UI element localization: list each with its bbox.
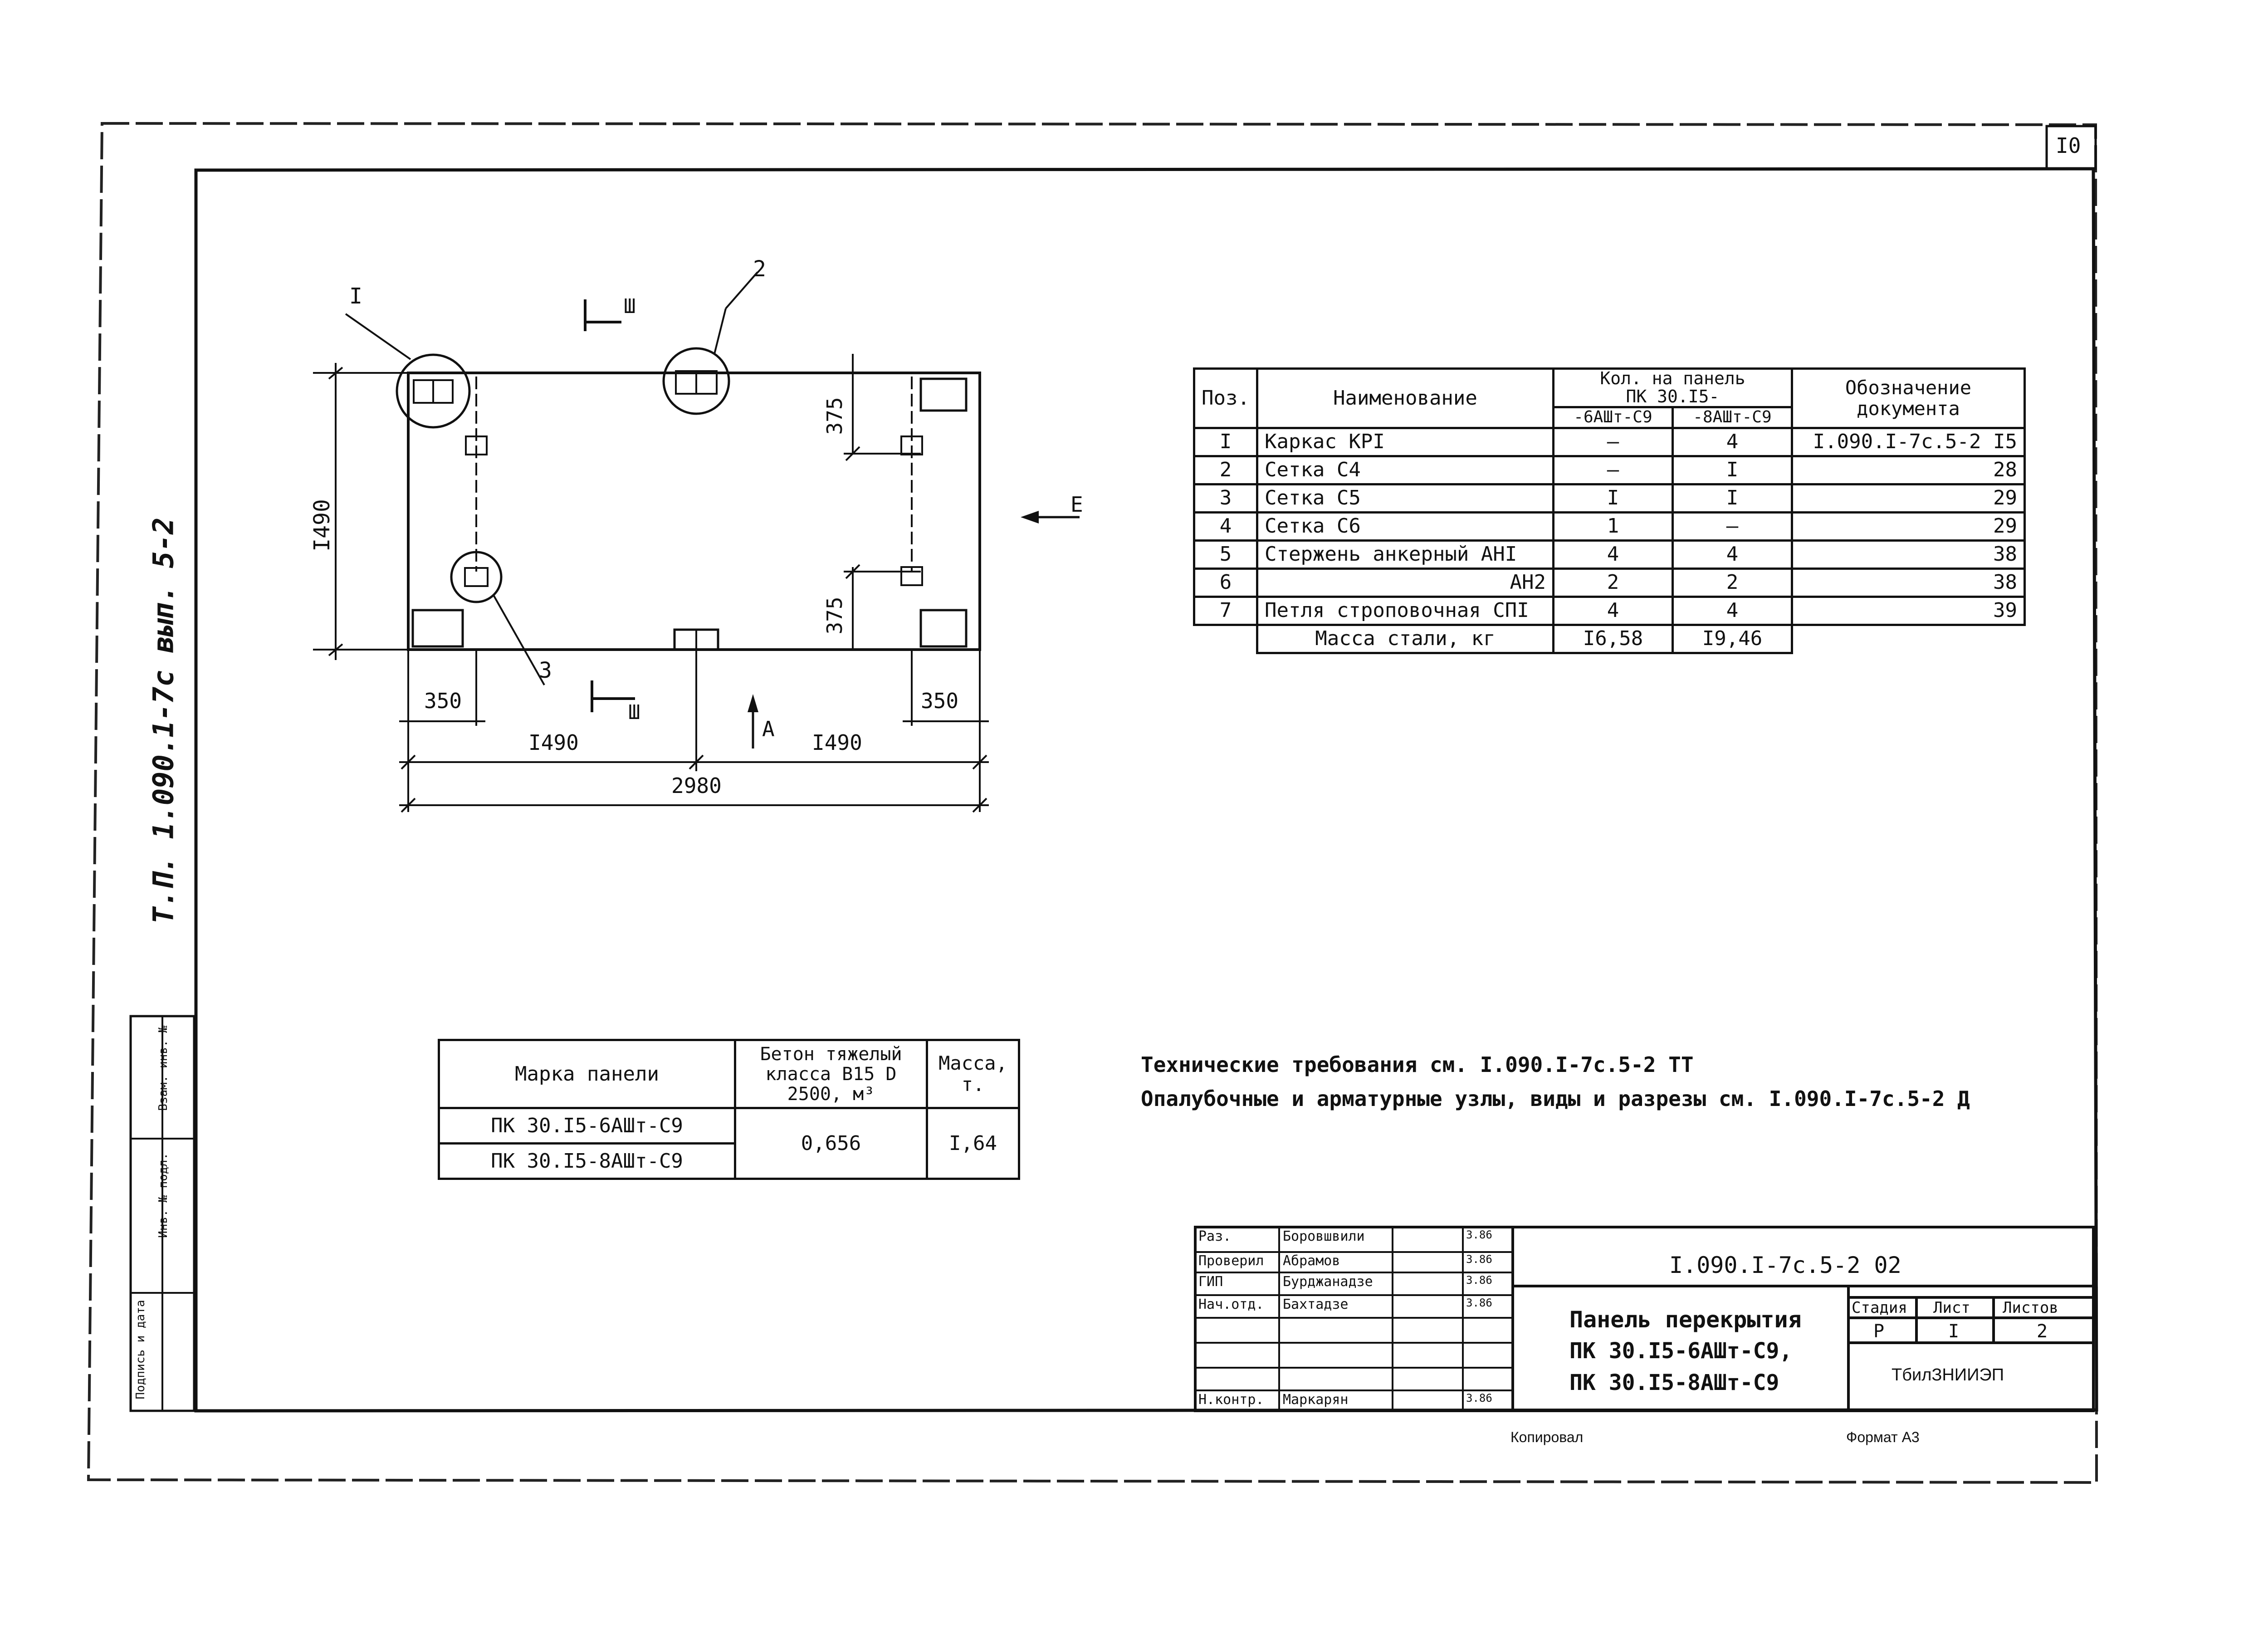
title-block-date: 3.86 <box>1466 1296 1492 1309</box>
spec-cell-b: I <box>1672 484 1792 512</box>
note-line-1: Технические требования см. I.090.I-7с.5-2 ТТ <box>1141 1052 1694 1077</box>
spec-head-doc: Обозначение документа <box>1792 369 2024 428</box>
title-block-name: Бурджанадзе <box>1283 1274 1373 1290</box>
section-mark-bottom: Ш <box>628 701 640 724</box>
spec-cell-pos: 4 <box>1194 512 1257 540</box>
spec-cell-doc: 29 <box>1792 512 2024 540</box>
doc-code: I.090.I-7с.5-2 02 <box>1669 1252 1901 1278</box>
spec-cell-name: Стержень анкерный АНI <box>1257 540 1553 568</box>
title-block-date: 3.86 <box>1466 1228 1492 1241</box>
title-block-role: Нач.отд. <box>1198 1296 1264 1312</box>
spec-cell-name: Петля строповочная СПI <box>1257 597 1553 625</box>
spec-cell-pos: 3 <box>1194 484 1257 512</box>
stub-label-1: Инв. № подл. <box>156 1153 170 1238</box>
dim-375-bottom: 375 <box>822 597 847 635</box>
dim-1490-right: I490 <box>812 730 862 755</box>
leader-label-2: 2 <box>753 256 766 282</box>
page-number: I0 <box>2056 133 2081 158</box>
spec-head-pos: Поз. <box>1194 369 1257 428</box>
dim-1490-left: I490 <box>528 730 579 755</box>
spec-cell-b: 2 <box>1672 568 1792 597</box>
spec-total-a: I6,58 <box>1553 625 1672 653</box>
view-mark-a: А <box>762 717 775 741</box>
spec-cell-a: – <box>1553 456 1672 484</box>
section-mark-top: Ш <box>624 295 636 318</box>
leader-label-1: I <box>349 284 362 309</box>
panel-row-2: ПК 30.I5-8АШт-С9 <box>439 1144 735 1179</box>
spec-head-col-b: -8АШт-С9 <box>1672 407 1792 428</box>
spec-cell-pos: 7 <box>1194 597 1257 625</box>
note-line-2: Опалубочные и арматурные узлы, виды и разрезы см. I.090.I-7с.5-2 Д <box>1141 1086 1970 1111</box>
spec-cell-a: 4 <box>1553 597 1672 625</box>
spec-cell-pos: 6 <box>1194 568 1257 597</box>
title-block-date: 3.86 <box>1466 1274 1492 1287</box>
stub-label-2: Подпись и дата <box>134 1300 147 1399</box>
stub-label-3: Взам. инв. № <box>156 1026 170 1111</box>
sheet-value: I <box>1948 1321 1960 1342</box>
spec-head-qty-label: Кол. на панель <box>1600 368 1745 388</box>
title-line-3: ПК 30.I5-8АШт-С9 <box>1569 1370 1779 1395</box>
spec-cell-pos: 5 <box>1194 540 1257 568</box>
title-line-2: ПК 30.I5-6АШт-С9, <box>1569 1338 1793 1364</box>
title-block-name: Бахтадзе <box>1283 1296 1349 1312</box>
dim-350-left: 350 <box>424 689 462 713</box>
panel-mass: I,64 <box>927 1108 1019 1179</box>
spec-cell-doc: 39 <box>1792 597 2024 625</box>
sheets-label: Листов <box>2003 1299 2058 1317</box>
title-block-name: Маркарян <box>1283 1392 1349 1408</box>
spec-cell-b: 4 <box>1672 597 1792 625</box>
spec-cell-a: – <box>1553 428 1672 456</box>
panel-head-mark: Марка панели <box>439 1040 735 1108</box>
title-block-role: Проверил <box>1198 1253 1264 1269</box>
sheet-label: Лист <box>1933 1299 1970 1317</box>
spec-cell-doc: 28 <box>1792 456 2024 484</box>
spec-cell-a: 1 <box>1553 512 1672 540</box>
sheets-value: 2 <box>2037 1321 2048 1342</box>
spec-cell-a: I <box>1553 484 1672 512</box>
leader-label-3: 3 <box>539 658 552 683</box>
view-mark-e: Е <box>1070 492 1083 517</box>
title-block-name: Абрамов <box>1283 1253 1340 1269</box>
spec-cell-name: АН2 <box>1257 568 1553 597</box>
spec-cell-b: 4 <box>1672 428 1792 456</box>
side-stamp: Т.П. 1.090.1-7с вып. 5-2 <box>147 517 180 924</box>
panel-volume: 0,656 <box>735 1108 927 1179</box>
stage-label: Стадия <box>1852 1299 1907 1317</box>
spec-cell-doc: 38 <box>1792 568 2024 597</box>
spec-cell-b: – <box>1672 512 1792 540</box>
panel-row-1: ПК 30.I5-6АШт-С9 <box>439 1108 735 1144</box>
dim-2980-total: 2980 <box>671 773 722 798</box>
spec-cell-pos: 2 <box>1194 456 1257 484</box>
title-block-role: Н.контр. <box>1198 1392 1264 1408</box>
spec-cell-doc: 38 <box>1792 540 2024 568</box>
title-block-date: 3.86 <box>1466 1392 1492 1404</box>
spec-cell-doc: I.090.I-7с.5-2 I5 <box>1792 428 2024 456</box>
footer-copied: Копировал <box>1510 1429 1584 1445</box>
spec-cell-name: Сетка С4 <box>1257 456 1553 484</box>
spec-cell-b: I <box>1672 456 1792 484</box>
panel-head-mass: Масса, т. <box>927 1040 1019 1108</box>
panel-head-concrete: Бетон тяжелый класса В15 D 2500, м³ <box>735 1040 927 1108</box>
spec-total-label: Масса стали, кг <box>1257 625 1553 653</box>
organization: ТбилЗНИИЭП <box>1892 1365 2004 1384</box>
title-line-1: Панель перекрытия <box>1569 1306 1802 1333</box>
title-block-role: Раз. <box>1198 1228 1232 1244</box>
spec-head-name: Наименование <box>1257 369 1553 428</box>
spec-cell-doc: 29 <box>1792 484 2024 512</box>
spec-cell-name: Сетка С6 <box>1257 512 1553 540</box>
spec-cell-b: 4 <box>1672 540 1792 568</box>
footer-format: Формат А3 <box>1846 1429 1920 1445</box>
dim-375-top: 375 <box>822 397 847 435</box>
dim-height: I490 <box>309 499 335 552</box>
stage-value: Р <box>1873 1321 1885 1342</box>
spec-head-qty-prefix: ПК 30.I5- <box>1626 386 1720 406</box>
spec-cell-a: 4 <box>1553 540 1672 568</box>
spec-head-col-a: -6АШт-С9 <box>1553 407 1672 428</box>
title-block-name: Боровшвили <box>1283 1228 1365 1244</box>
spec-cell-name: Каркас КРI <box>1257 428 1553 456</box>
spec-cell-a: 2 <box>1553 568 1672 597</box>
dim-350-right: 350 <box>921 689 959 713</box>
title-block-date: 3.86 <box>1466 1253 1492 1266</box>
spec-cell-name: Сетка С5 <box>1257 484 1553 512</box>
spec-cell-pos: I <box>1194 428 1257 456</box>
spec-total-b: I9,46 <box>1672 625 1792 653</box>
title-block-role: ГИП <box>1198 1274 1223 1290</box>
